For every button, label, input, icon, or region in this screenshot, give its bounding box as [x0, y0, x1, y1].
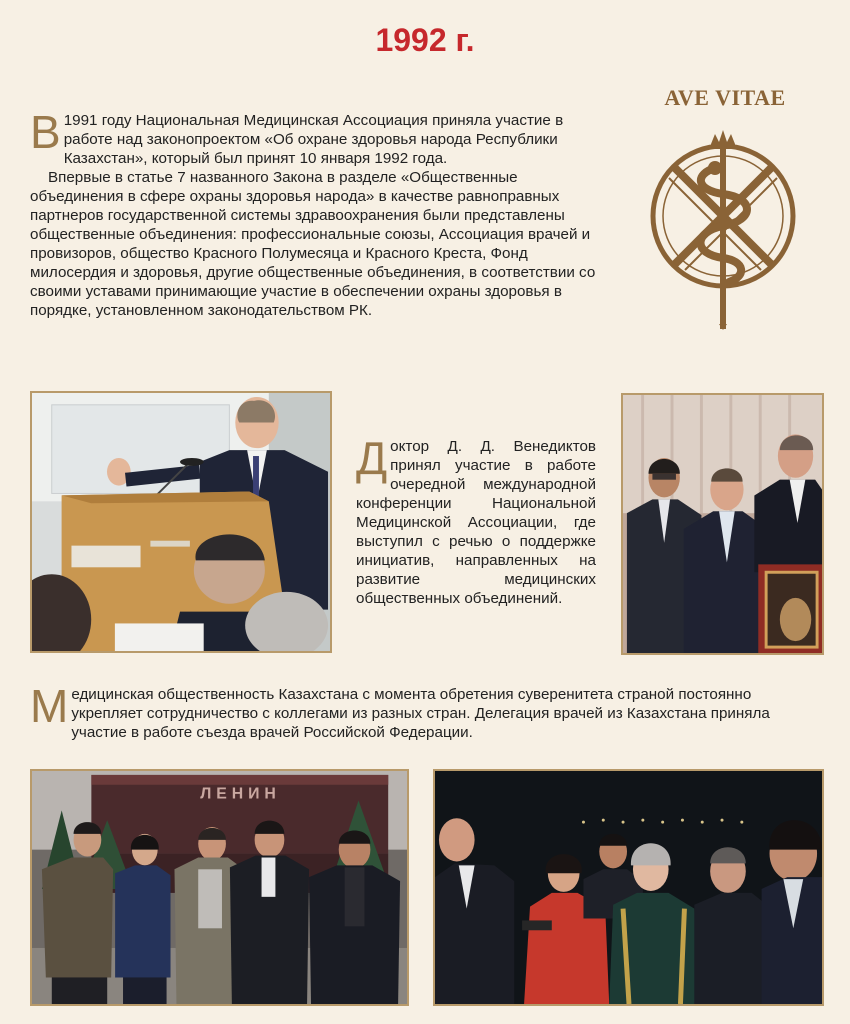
- middle-text-block: [356, 432, 596, 608]
- logo-title: AVE VITAE: [664, 85, 786, 110]
- intro-paragraph-1: [30, 106, 597, 168]
- bottom-text-block: [30, 680, 826, 742]
- middle-paragraph-text: октор Д. Д. Венедиктов принял участие в работе очередной международной конференции Национальной Медицинской Ассоциации, где выступил с речью о поддержке инициатив, направленных на развитие медицинских общественных объединений.: [356, 438, 596, 607]
- photo-reception-evening: [433, 769, 824, 1006]
- bottom-dropcap: М: [30, 680, 69, 732]
- intro-text-block: [30, 106, 597, 320]
- photo-speaker-at-podium: [30, 391, 332, 653]
- intro-paragraph-2: Впервые в статье 7 названного Закона в разделе «Общественные объединения в сфере охраны здоровья народа» в качестве равноправных партнеров государственной системы здравоохранения были представлены общественные объединения: профессиональные союзы, Ассоциация врачей и провизоров, общество Красного Полумесяца и Красного Креста, Фонд милосердия и здоровья, другие общественные объединения, в соответствии со своими уставами принимающие участие в обеспечении охраны здоровья в порядке, установленном законодательством РК.: [30, 169, 596, 319]
- middle-paragraph: [356, 432, 596, 608]
- middle-dropcap: Д: [356, 432, 388, 484]
- bottom-paragraph: [30, 680, 826, 742]
- bottom-paragraph-text: едицинская общественность Казахстана с момента обретения суверенитета страной постоянно укрепляет сотрудничество с коллегами из разных стран. Делегация врачей из Казахстана приняла участие в работе съезда врачей Российской Федерации.: [71, 686, 770, 741]
- photo-delegation-red-square: [30, 769, 409, 1006]
- intro-dropcap: В: [30, 106, 61, 158]
- mausoleum-sign: ЛЕНИН: [200, 785, 281, 803]
- caduceus-emblem-icon: [645, 128, 801, 330]
- page-title: 1992 г.: [375, 22, 475, 58]
- intro-paragraph-1-text: 1991 году Национальная Медицинская Ассоциация приняла участие в работе над законопроектом «Об охране здоровья народа Республики Казахстан», который был принят 10 января 1992 года.: [63, 112, 564, 167]
- photo-three-men: [621, 393, 824, 655]
